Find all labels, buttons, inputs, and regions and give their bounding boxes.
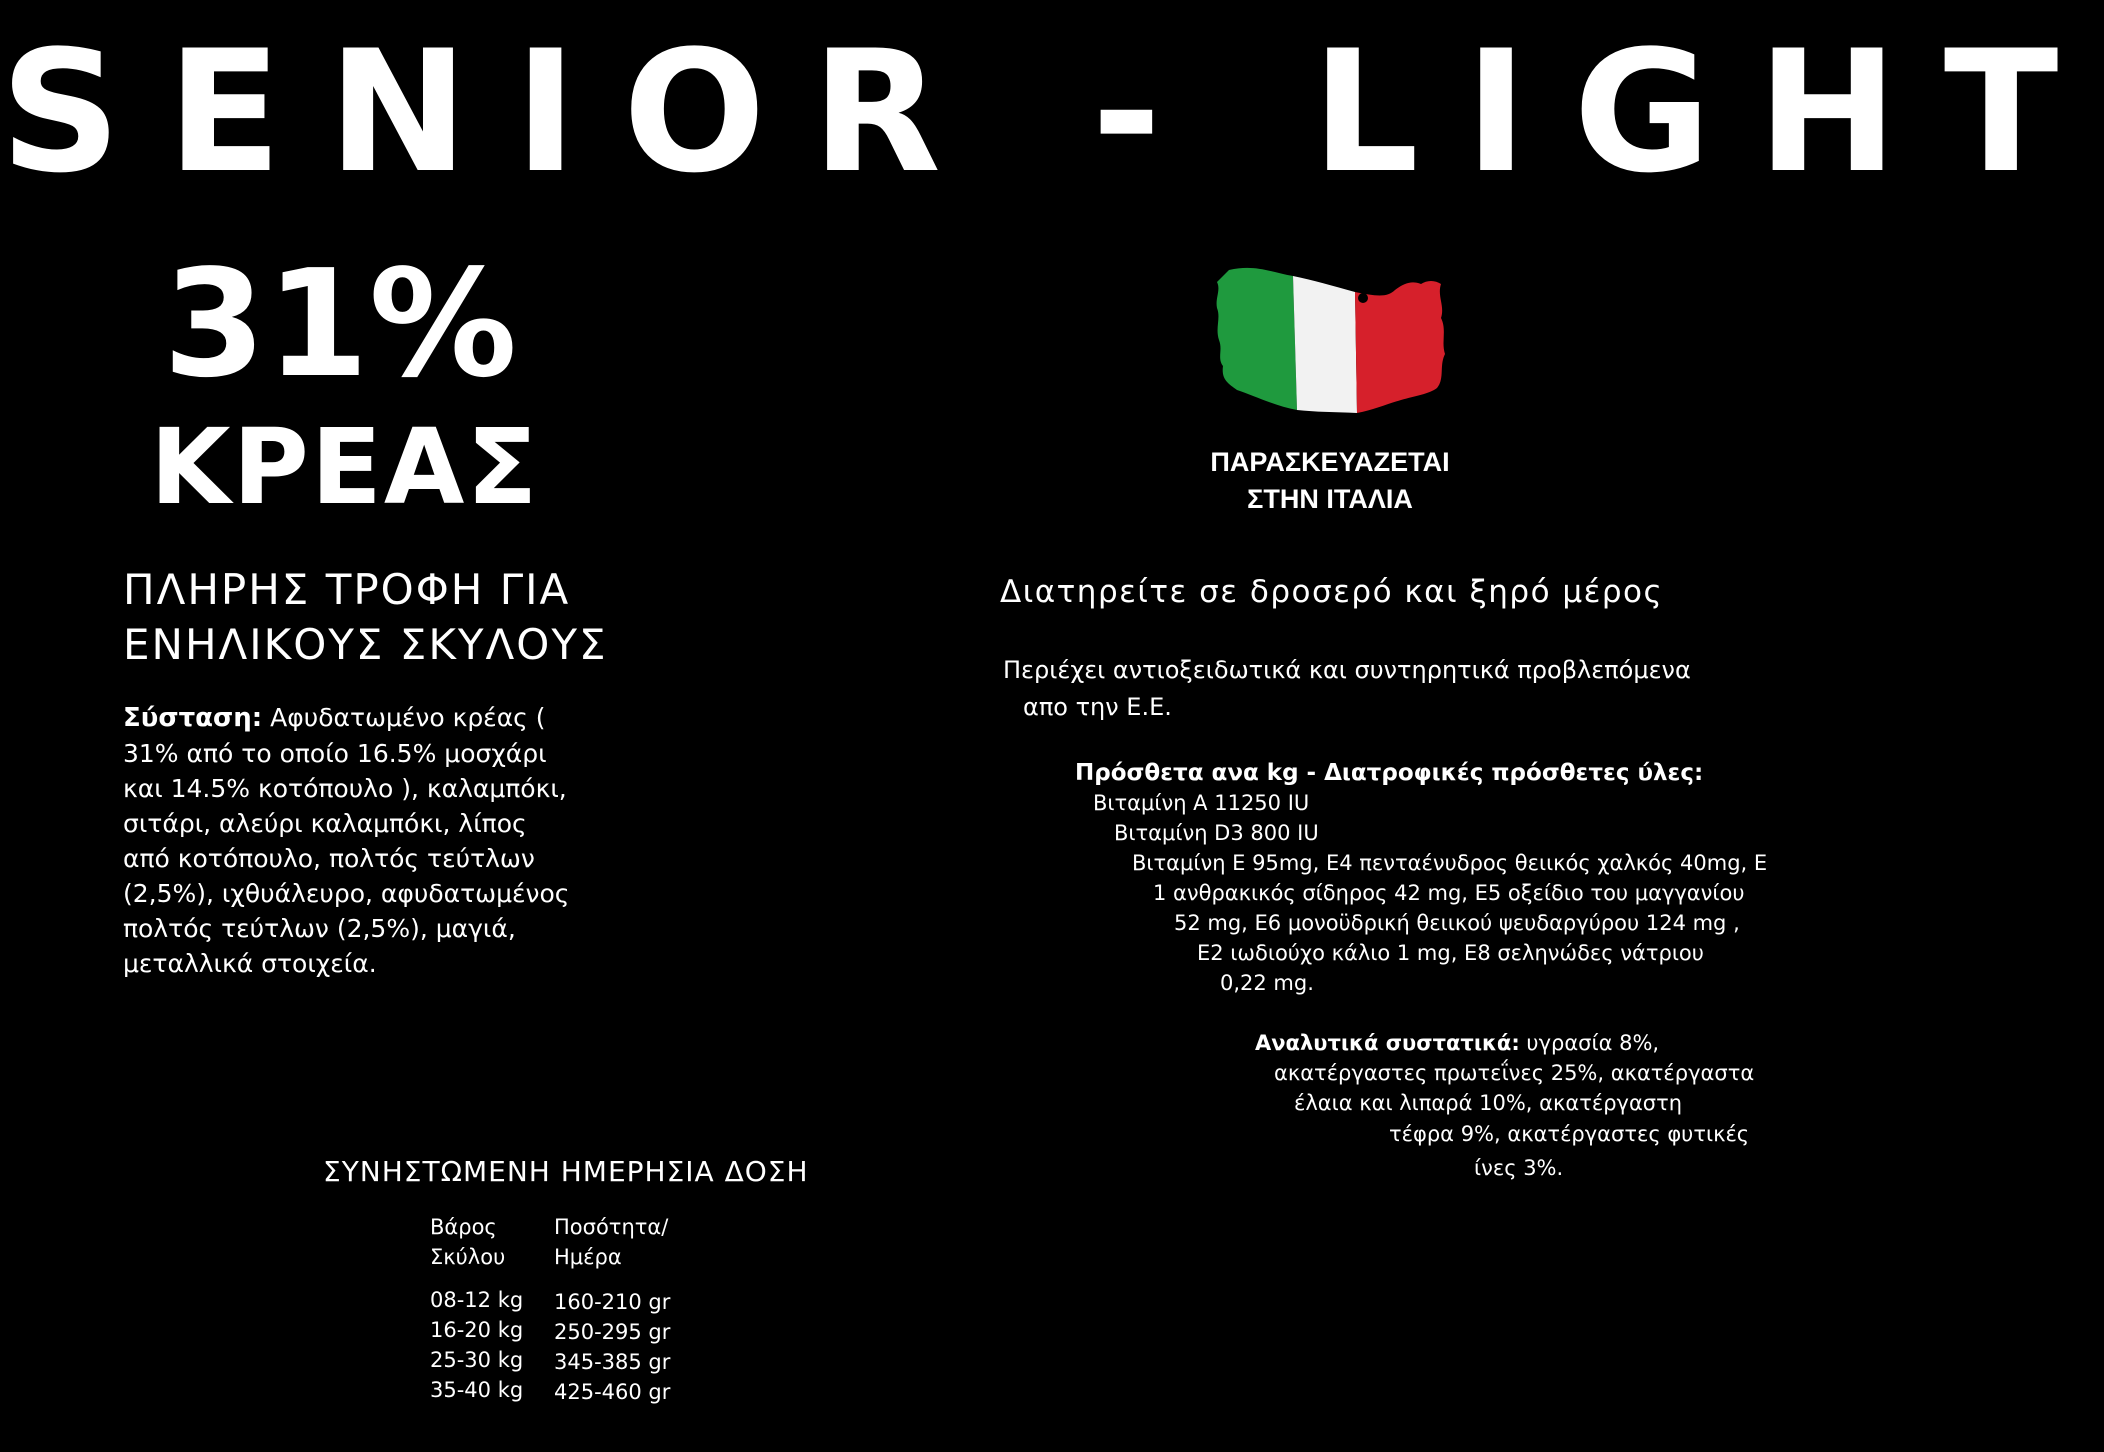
composition-line: 31% από το οποίο 16.5% μοσχάρι [123, 739, 547, 768]
dosage-qty-cell: 345-385 gr [554, 1350, 671, 1374]
composition-line: μεταλλικά στοιχεία. [123, 949, 377, 978]
dosage-weight-cell: 35-40 kg [430, 1378, 524, 1402]
product-title: SENIOR - LIGHT [0, 14, 2104, 210]
antioxidants-note [1003, 652, 1691, 726]
antioxidants-line-1: Περιέχει αντιοξειδωτικά και συντηρητικά προβλεπόμενα [1003, 656, 1691, 684]
additive-line: Βιταμίνη Α 11250 IU [1093, 791, 1310, 815]
composition-block [123, 700, 583, 981]
analytical-line: ίνες 3%. [1474, 1156, 1564, 1180]
dosage-header-qty-line-2: Ημέρα [554, 1245, 622, 1269]
dosage-title: ΣΥΝΗΣΤΩΜΕΝΗ ΗΜΕΡΗΣΙΑ ΔΟΣΗ [323, 1155, 809, 1188]
composition-line: Αφυδατωμένο κρέας ( [262, 703, 546, 732]
composition-line: (2,5%), ιχθυάλευρο, αφυδατωμένος [123, 879, 570, 908]
analytical-line: έλαια και λιπαρά 10%, ακατέργαστη [1294, 1091, 1683, 1115]
product-subtitle [123, 562, 608, 672]
made-in-line-2: ΣΤΗΝ ΙΤΑΛΙΑ [1247, 484, 1413, 514]
additive-line: Βιταμίνη Ε 95mg, Ε4 πενταένυδρος θειικός χαλκός 40mg, Ε [1132, 851, 1768, 875]
italy-flag-icon [1215, 262, 1450, 417]
meat-label: ΚΡΕΑΣ [150, 406, 540, 528]
dosage-weight-cell: 16-20 kg [430, 1318, 524, 1342]
dosage-header-weight [430, 1212, 505, 1272]
dosage-qty-cell: 250-295 gr [554, 1320, 671, 1344]
made-in-italy [1180, 444, 1480, 518]
composition-line: πολτός τεύτλων (2,5%), μαγιά, [123, 914, 516, 943]
storage-instructions: Διατηρείτε σε δροσερό και ξηρό μέρος [1000, 574, 1664, 610]
composition-line: από κοτόπουλο, πολτός τεύτλων [123, 844, 535, 873]
composition-label: Σύσταση: [123, 703, 263, 733]
additive-line: 1 ανθρακικός σίδηρος 42 mg, Ε5 οξείδιο του μαγγανίου [1153, 881, 1745, 905]
analytical-line: τέφρα 9%, ακατέργαστες φυτικές [1389, 1122, 1750, 1146]
dosage-header-qty-line-1: Ποσότητα/ [554, 1215, 669, 1239]
subtitle-line-2: ΕΝΗΛΙΚΟΥΣ ΣΚΥΛΟΥΣ [123, 620, 608, 669]
dosage-weight-cell: 25-30 kg [430, 1348, 524, 1372]
dosage-qty-cell: 425-460 gr [554, 1380, 671, 1404]
dosage-weight-cell: 08-12 kg [430, 1288, 524, 1312]
subtitle-line-1: ΠΛΗΡΗΣ ΤΡΟΦΗ ΓΙΑ [123, 565, 571, 614]
dosage-qty-cell: 160-210 gr [554, 1290, 671, 1314]
additive-line: Βιταμίνη D3 800 IU [1114, 821, 1319, 845]
meat-percentage: 31% [162, 238, 518, 410]
additives-title: Πρόσθετα ανα kg - Διατροφικές πρόσθετες ύλες: [1075, 760, 1704, 786]
additive-line: Ε2 ιωδιούχο κάλιο 1 mg, Ε8 σεληνώδες νάτριου [1197, 941, 1704, 965]
dosage-header-weight-line-1: Βάρος [430, 1215, 497, 1239]
made-in-line-1: ΠΑΡΑΣΚΕΥΑΖΕΤΑΙ [1210, 447, 1450, 477]
analytical-label: Αναλυτικά συστατικά: [1255, 1031, 1520, 1055]
composition-line: σιτάρι, αλεύρι καλαμπόκι, λίπος [123, 809, 527, 838]
additive-line: 0,22 mg. [1220, 971, 1314, 995]
dosage-header-qty [554, 1212, 668, 1272]
dosage-header-weight-line-2: Σκύλου [430, 1245, 506, 1269]
analytical-line: ακατέργαστες πρωτεΐνες 25%, ακατέργαστα [1274, 1061, 1755, 1085]
analytical-line: υγρασία 8%, [1519, 1031, 1660, 1055]
composition-line: και 14.5% κοτόπουλο ), καλαμπόκι, [123, 774, 567, 803]
antioxidants-line-2: απο την Ε.Ε. [1023, 693, 1172, 721]
additive-line: 52 mg, Ε6 μονοϋδρική θειικού ψευδαργύρου 124 mg , [1174, 911, 1740, 935]
